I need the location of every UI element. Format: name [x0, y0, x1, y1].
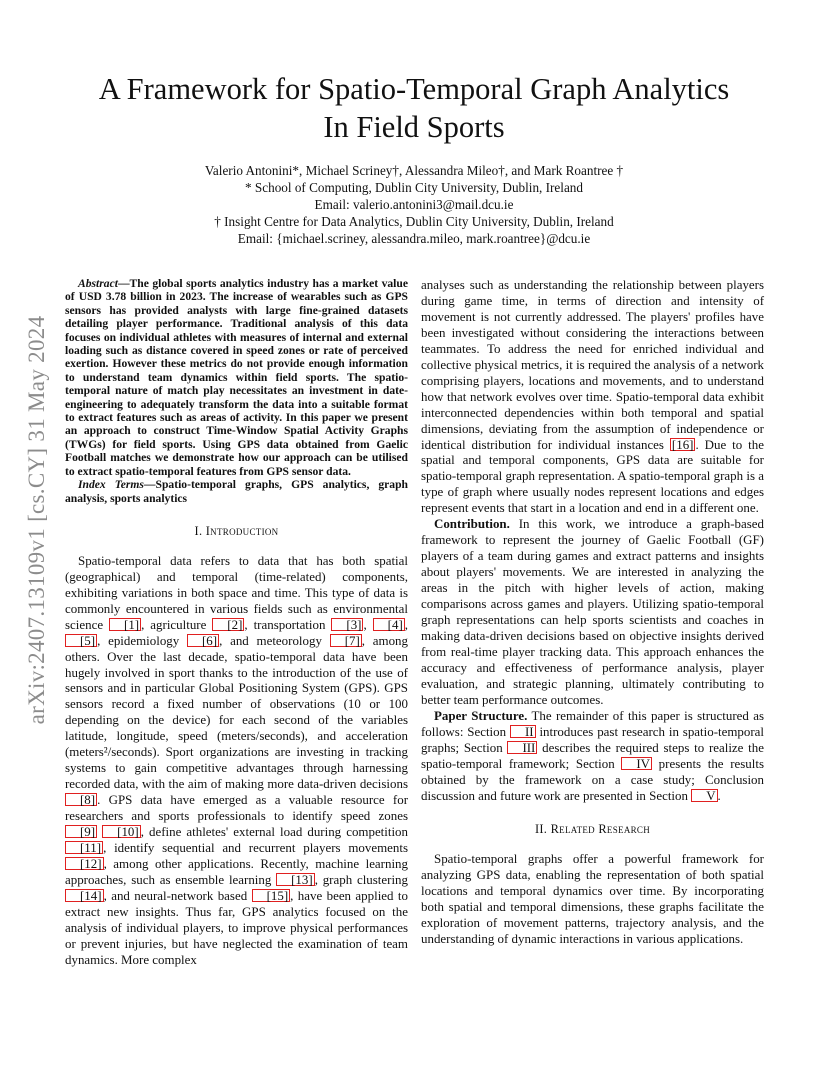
paper-title — [40, 70, 788, 146]
right-column — [421, 277, 764, 947]
affiliation-2: † Insight Centre for Data Analytics, Dublin City University, Dublin, Ireland — [214, 214, 614, 229]
email-2: Email: {michael.scriney, alessandra.mileo, mark.roantree}@dcu.ie — [237, 231, 591, 246]
abstract — [65, 277, 408, 478]
section-heading-introduction: I. Introduction — [194, 523, 279, 538]
citation-link[interactable]: [5] — [65, 634, 97, 647]
citation-link[interactable]: [2] — [212, 618, 244, 631]
affiliation-1: * School of Computing, Dublin City University, Dublin, Ireland — [245, 180, 583, 195]
left-column — [65, 277, 408, 968]
section-link[interactable]: III — [507, 741, 537, 754]
title-line-1: A Framework for Spatio-Temporal Graph Analytics — [98, 72, 730, 106]
index-terms — [65, 478, 408, 505]
related-paragraph-1: Spatio-temporal graphs offer a powerful framework for analyzing GPS data, enabling the representation of both spatial locations and temporal dynamics over time. By incorporating both spatial and temporal dimensions, these graphs facilitate the exploration of movement patterns, trajectory analysis, and the understanding of dynamic interactions in various applications. — [421, 851, 764, 947]
citation-link[interactable]: [15] — [252, 889, 291, 902]
paper-structure-lead: Paper Structure. — [434, 707, 528, 723]
citation-link[interactable]: [3] — [331, 618, 363, 631]
section-link[interactable]: IV — [621, 757, 652, 770]
citation-link[interactable]: [6] — [187, 634, 219, 647]
citation-link[interactable]: [8] — [65, 793, 97, 806]
citation-link[interactable]: [13] — [276, 873, 315, 886]
intro-paragraph-continued: analyses such as understanding the relationship between players during game time, in terms of direction and intensity of movement is not currently addressed. The players' profiles have been investigated without considering the interactions between teammates. To address the need for enriched individual and collective physical metrics, it is required the analysis of a network comprising players, locations and movements, and to understand how that network evolves over time. Spatio-temporal data exhibit interconnected dependencies within both temporal and spatial dimensions, deviating from the assumption of independence or identical distribution for individual instances [16] . Due to the spatial and temporal components, GPS data are suitable for spatio-temporal graph representation. A spatio-temporal graph is a type of graph where usually nodes represent locations and edges represent events that start in a location and end in a different one. — [421, 277, 764, 516]
email-1: Email: valerio.antonini3@mail.dcu.ie — [314, 197, 514, 212]
title-line-2: In Field Sports — [323, 110, 505, 144]
author-list: Valerio Antonini*, Michael Scriney†, Alessandra Mileo†, and Mark Roantree † — [204, 163, 624, 178]
citation-link[interactable]: [10] — [102, 825, 141, 838]
citation-link[interactable]: [14] — [65, 889, 104, 902]
arxiv-stamp: arXiv:2407.13109v1 [cs.CY] 31 May 2024 — [24, 315, 49, 725]
contribution-paragraph: Contribution. In this work, we introduce a graph-based framework to represent the journey of Gaelic Football (GF) players of a team during games and extract patterns and insights about players' movements. We are interested in analyzing the areas in the pitch with higher levels of action, making comparisons across games and players. Utilizing spatio-temporal graph representations can help sports scientists and coaches in making data-driven decisions based on objective insights derived from real-time player tracking data. This approach enhances the accuracy and effectiveness of performance analysis, player evaluation, and strategic planning, ultimately contributing to better team performance outcomes. — [421, 516, 764, 707]
paper-structure-paragraph: Paper Structure. The remainder of this paper is structured as follows: Section II introduces past research in spatio-temporal graphs; Section III describes the required steps to realize the spatio-temporal framework; Section IV presents the results obtained by the framework on a case study; Conclusion discussion and future work are presented in Section V . — [421, 707, 765, 803]
index-terms-text: —Spatio-temporal graphs, GPS analytics, graph analysis, sports analytics — [65, 478, 408, 505]
abstract-lead: Abstract — [78, 277, 118, 290]
citation-link[interactable]: [11] — [65, 841, 103, 854]
section-link[interactable]: V — [691, 789, 717, 802]
section-link[interactable]: II — [510, 725, 536, 738]
contribution-lead: Contribution. — [434, 516, 510, 532]
author-block — [40, 162, 788, 247]
citation-link[interactable]: [16] — [671, 436, 694, 452]
section-heading-related-research: II. Related Research — [534, 822, 651, 837]
citation-link[interactable]: [12] — [65, 857, 104, 870]
citation-link[interactable]: [4] — [373, 618, 405, 631]
citation-link[interactable]: [7] — [330, 634, 362, 647]
citation-link[interactable]: [1] — [109, 618, 141, 631]
citation-link[interactable]: [9] — [65, 825, 97, 838]
abstract-text: —The global sports analytics industry has a market value of USD 3.78 billion in 2023. The increase of wearables such as GPS sensors has provided analysts with large fine-grained datasets detailing player performance. Traditional analysis of this data focuses on individual athletes with measures of internal and external loading such as distance covered in speed zones or rate of perceived exertion. However these metrics do not provide enough information to understand team dynamics within field sports. The spatio-temporal nature of match play necessitates an investment in date-engineering to adequately transform the data into a suitable format to extract features such as areas of activity. In this paper we present an approach to construct Time-Window Spatial Activity Graphs (TWGs) for field sports. Using GPS data obtained from Gaelic Football matches we demonstrate how our approach can be utilised to extract spatio-temporal features from GPS sensor data. — [65, 277, 408, 478]
intro-paragraph-1: Spatio-temporal data refers to data that has both spatial (geographical) and temporal (time-related) components, exhibiting variations in both space and time. This type of data is commonly encountered in various fields such as environmental science [1] , agriculture [2] , transportation [3] , [4] , [5] , epidemiology [6] , and meteorology [7] , among others. Over the last decade, spatio-temporal data have been hugely involved in sport thanks to the introduction of the use of sensors and in particular Global Positioning System (GPS). GPS sensors record a fixed number of observations (10 or 100 depending on the device) for each second of the variables latitude, longitude, speed (meters/seconds), and acceleration (meters²/seconds). Sport organizations are investing in tracking systems to gain competitive advantages through harnessing recorded data, with the aim of making more data-driven decisions [8] . GPS data have emerged as a valuable resource for researchers and sports professionals to identify speed zones [9] [10] , define athletes' external load during competition [11] , identify sequential and recurrent players movements [12] , among other applications. Recently, machine learning approaches, such as ensemble learning [13] , graph clustering [14] , and neural-network based [15] , have been applied to extract new insights. Thus far, GPS analytics focused on the analysis of individual players, to improve physical performances or prevent injuries, but have neglected the examination of team dynamics. More complex — [65, 552, 408, 967]
index-terms-lead: Index Terms — [78, 478, 144, 492]
